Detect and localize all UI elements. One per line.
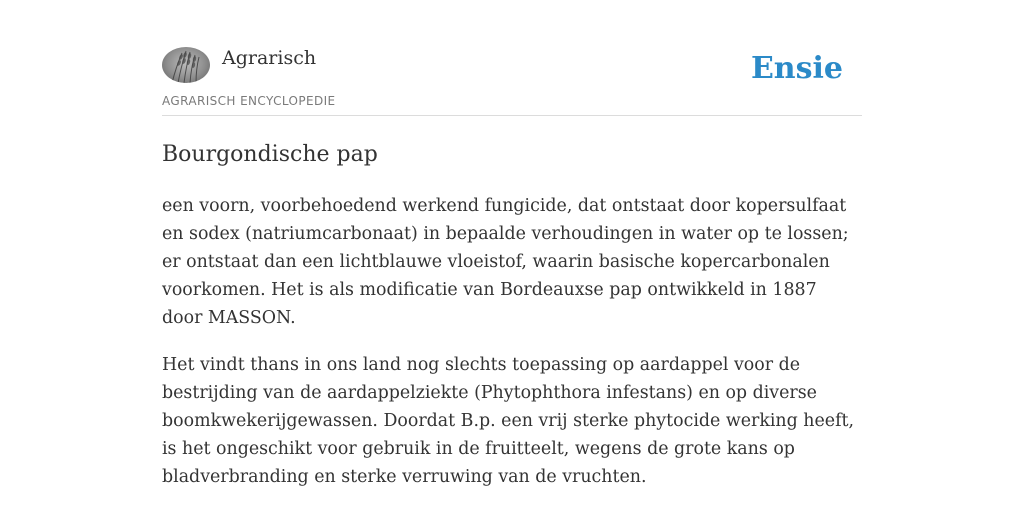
wheat-logo-icon[interactable]	[162, 47, 210, 83]
brand-logo-link[interactable]: Ensie	[750, 51, 843, 86]
article-paragraph: een voorn, voorbehoedend werkend fungicide, dat ontstaat door kopersulfaat en sodex (natriumcarbonaat) in bepaalde verhoudingen in water op te lossen; er ontstaat dan een lichtblauwe vloeistof, waarin basische kopercarbonalen voorkomen. Het is als modificatie van Bordeauxse pap ontwikkeld in 1887 door MASSON.	[162, 196, 849, 328]
site-subtitle: AGRARISCH ENCYCLOPEDIE	[162, 94, 336, 108]
article-paragraph: Het vindt thans in ons land nog slechts toepassing op aardappel voor de bestrijding van de aardappelziekte (Phytophthora infestans) en op diverse boomkwekerijgewassen. Doordat B.p. een vrij sterke phytocide werking heeft, is het ongeschikt voor gebruik in de fruitteelt, wegens de grote kans op bladverbranding en sterke verruwing van de vruchten.	[162, 355, 855, 487]
site-header	[162, 0, 862, 116]
article-body	[162, 192, 862, 510]
article-title: Bourgondische pap	[162, 142, 378, 167]
site-name[interactable]: Agrarisch	[222, 47, 317, 69]
content-column	[162, 0, 862, 487]
